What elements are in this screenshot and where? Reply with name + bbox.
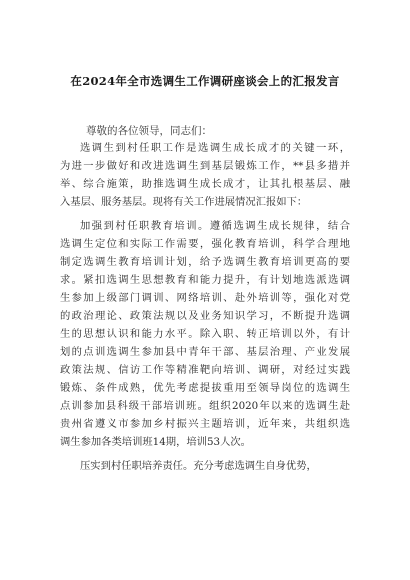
paragraph-line: 选调生到村任职工作是选调生成长成才的关键一环，	[80, 142, 350, 154]
paragraph-line: 求。紧扣选调生思想教育和能力提升，有计划地选派选调	[60, 274, 350, 286]
paragraph-line: 举、综合施策，助推选调生成长成才，让其扎根基层、融	[60, 178, 350, 190]
paragraph-line: 生的思想认识和能力水平。除入职、转正培训以外，有计	[60, 328, 350, 340]
paragraph-line: 生参加上级部门调训、网络培训、赴外培训等，强化对党	[60, 292, 350, 304]
paragraph-line: 的政治理论、政策法规以及业务知识学习，不断提升选调	[60, 310, 350, 322]
greeting-text: 尊敬的各位领导，同志们：	[86, 125, 212, 137]
paragraph-line: 为进一步做好和改进选调生到基层锻炼工作，**县多措并	[60, 160, 350, 172]
paragraph-line: 点训参加县科级干部培训班。组织2020年以来的选调生赴	[60, 400, 350, 412]
paragraph-line: 加强到村任职教育培训。遵循选调生成长规律，结合	[80, 220, 350, 232]
paragraph-line: 政策法规、信访工作等精准靶向培训、调研，对经过实践	[60, 364, 350, 376]
paragraph-line: 压实到村任职培养责任。充分考虑选调生自身优势，	[80, 460, 317, 472]
paragraph-line: 贵州省遵义市参加乡村振兴主题培训，近年来，共组织选	[60, 418, 350, 430]
paragraph-line: 调生参加各类培训班14期，培训53人次。	[60, 436, 251, 448]
paragraph-line: 入基层、服务基层。现将有关工作进展情况汇报如下：	[60, 196, 308, 208]
paragraph-line: 选调生定位和实际工作需要，强化教育培训，科学合理地	[60, 238, 350, 250]
document-title: 在2024年全市选调生工作调研座谈会上的汇报发言	[70, 74, 340, 88]
paragraph-line: 制定选调生教育培训计划，给予选调生教育培训更高的要	[60, 256, 350, 268]
paragraph-line: 锻炼、条件成熟，优先考虑提拔重用至领导岗位的选调生	[60, 382, 350, 394]
paragraph-line: 划的点训选调生参加县中青年干部、基层治理、产业发展	[60, 346, 350, 358]
